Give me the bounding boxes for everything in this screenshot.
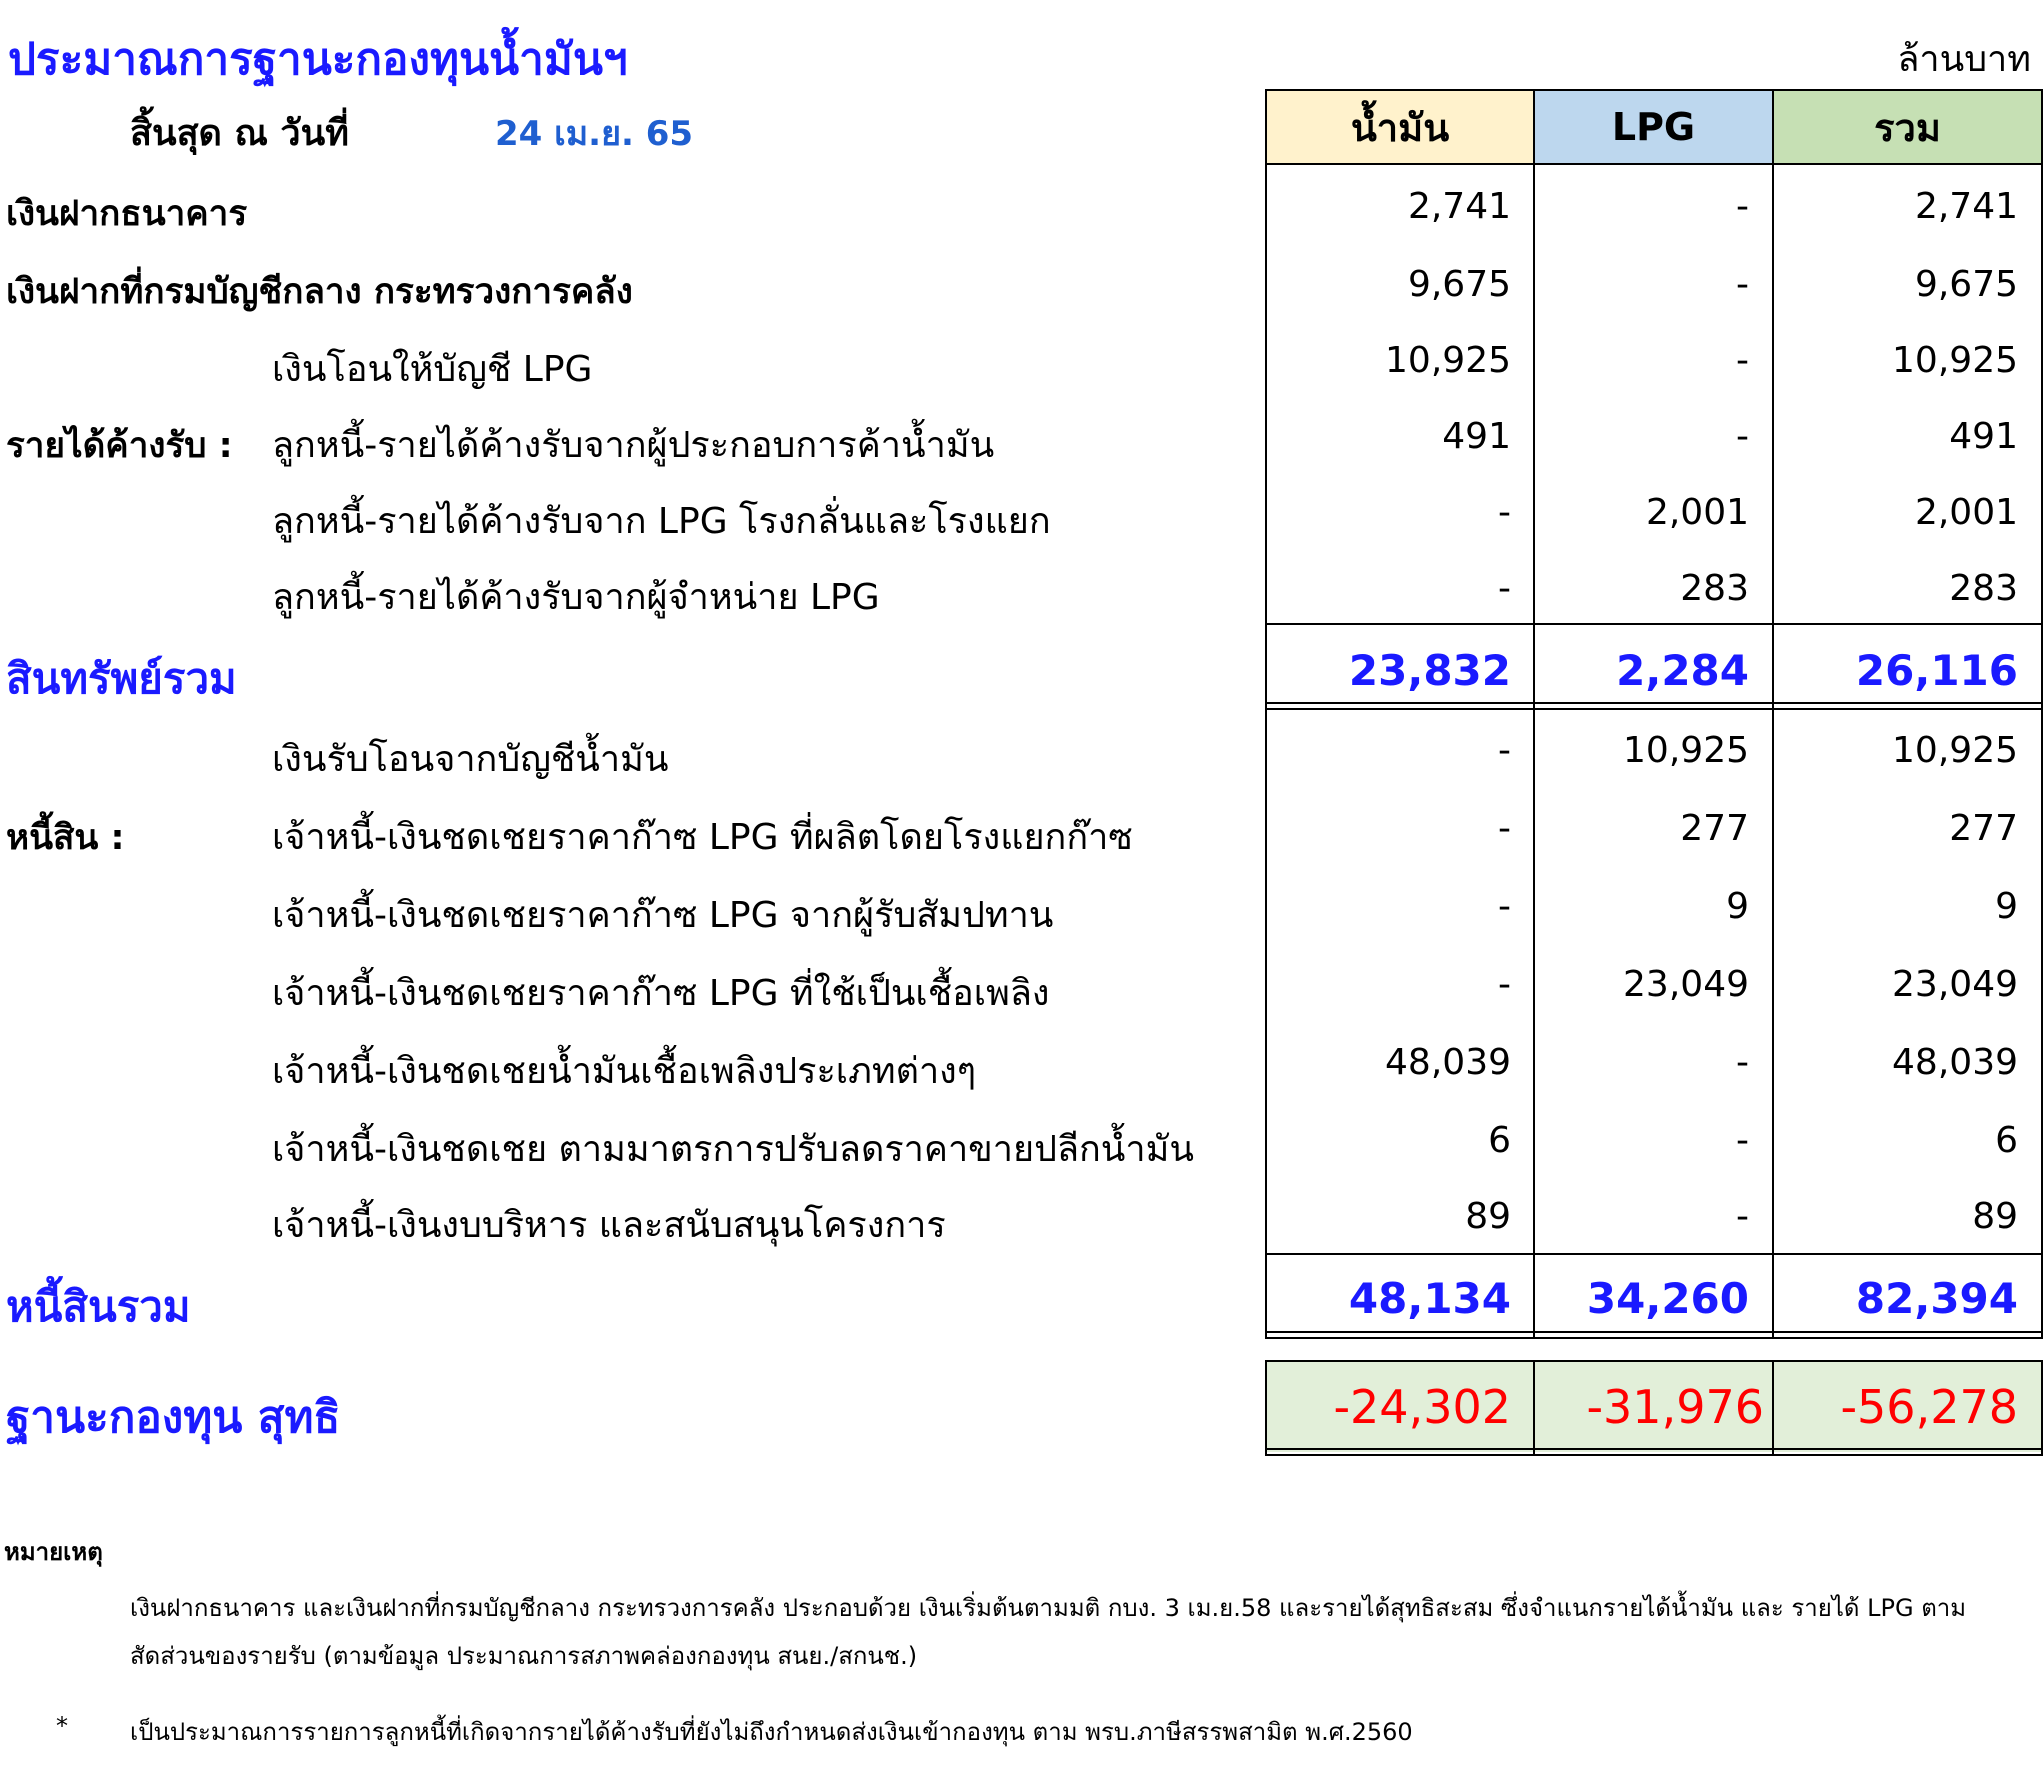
total-value: 23,049 <box>1892 964 2018 1005</box>
oil-value: 23,832 <box>1348 646 1511 695</box>
row-label: ลูกหนี้-รายได้ค้างรับจาก LPG โรงกลั่นและโรงแยก <box>272 501 1051 542</box>
note-line-1: เงินฝากธนาคาร และเงินฝากที่กรมบัญชีกลาง กระทรวงการคลัง ประกอบด้วย เงินเริ่มต้นตามมติ กบง. 3 เม.ย.58 และรายได้สุทธิสะสม ซึ่งจำแนกรายได้น้ำมัน และ รายได้ LPG ตาม <box>130 1594 1967 1622</box>
total-liabilities-label: หนี้สินรวม <box>6 1282 191 1331</box>
oil-value: - <box>1498 808 1511 849</box>
column-header-total: รวม <box>1772 89 2043 165</box>
oil-value: - <box>1498 886 1511 927</box>
oil-value: 491 <box>1442 416 1511 457</box>
unit-label: ล้านบาท <box>1897 39 2031 80</box>
lpg-value: - <box>1736 186 1749 227</box>
total-value: 491 <box>1949 416 2018 457</box>
oil-value: - <box>1498 568 1511 609</box>
column-header-lpg: LPG <box>1533 89 1774 165</box>
total-value: 277 <box>1949 808 2018 849</box>
lpg-value: 10,925 <box>1623 730 1749 771</box>
oil-value: 2,741 <box>1407 186 1511 227</box>
lpg-value: - <box>1736 1196 1749 1237</box>
oil-value: 48,039 <box>1385 1042 1511 1083</box>
oil-value: - <box>1498 492 1511 533</box>
row-label: เงินฝากธนาคาร <box>6 194 248 234</box>
oil-value: 89 <box>1465 1196 1511 1237</box>
row-label: ลูกหนี้-รายได้ค้างรับจากผู้จำหน่าย LPG <box>272 577 880 618</box>
total-value: 6 <box>1995 1120 2018 1161</box>
oil-value: 48,134 <box>1348 1274 1511 1323</box>
lpg-value: 2,284 <box>1616 646 1749 695</box>
total-value: 26,116 <box>1855 646 2018 695</box>
lpg-value: 23,049 <box>1623 964 1749 1005</box>
total-value: 2,001 <box>1914 492 2018 533</box>
lpg-value: 34,260 <box>1586 1274 1749 1323</box>
lpg-value: - <box>1736 1120 1749 1161</box>
receivable-section-label: รายได้ค้างรับ : <box>6 426 233 466</box>
total-value: 283 <box>1949 568 2018 609</box>
lpg-value: -31,976 <box>1586 1380 1764 1434</box>
row-label: เงินโอนให้บัญชี LPG <box>272 349 593 390</box>
oil-value: 9,675 <box>1407 264 1511 305</box>
as-of-date: 24 เม.ย. 65 <box>495 114 694 154</box>
lpg-value: 9 <box>1726 886 1749 927</box>
row-label: เจ้าหนี้-เงินชดเชยน้ำมันเชื้อเพลิงประเภทต่างๆ <box>272 1051 977 1092</box>
lpg-value: 277 <box>1680 808 1749 849</box>
total-assets-label: สินทรัพย์รวม <box>6 654 237 703</box>
column-header-oil: น้ำมัน <box>1265 89 1535 165</box>
page-title: ประมาณการฐานะกองทุนน้ำมันฯ <box>8 34 628 85</box>
lpg-value: - <box>1736 340 1749 381</box>
row-label: เจ้าหนี้-เงินชดเชย ตามมาตรการปรับลดราคาขายปลีกน้ำมัน <box>272 1129 1194 1170</box>
lpg-value: 2,001 <box>1645 492 1749 533</box>
oil-value: - <box>1498 730 1511 771</box>
as-of-label: สิ้นสุด ณ วันที่ <box>130 113 349 154</box>
oil-value: - <box>1498 964 1511 1005</box>
row-label: ลูกหนี้-รายได้ค้างรับจากผู้ประกอบการค้าน้ำมัน <box>272 425 995 466</box>
total-value: -56,278 <box>1840 1380 2018 1434</box>
notes-heading: หมายเหตุ <box>4 1538 103 1566</box>
total-value: 48,039 <box>1892 1042 2018 1083</box>
row-label: เจ้าหนี้-เงินชดเชยราคาก๊าซ LPG จากผู้รับสัมปทาน <box>272 895 1054 936</box>
row-label: เงินฝากที่กรมบัญชีกลาง กระทรวงการคลัง <box>6 272 633 312</box>
lpg-value: - <box>1736 264 1749 305</box>
total-value: 2,741 <box>1914 186 2018 227</box>
row-label: เงินรับโอนจากบัญชีน้ำมัน <box>272 739 669 780</box>
lpg-value: 283 <box>1680 568 1749 609</box>
lpg-value: - <box>1736 1042 1749 1083</box>
liabilities-section-label: หนี้สิน : <box>6 818 125 858</box>
total-value: 9 <box>1995 886 2018 927</box>
row-label: เจ้าหนี้-เงินงบบริหาร และสนับสนุนโครงการ <box>272 1205 946 1246</box>
total-value: 82,394 <box>1855 1274 2018 1323</box>
note-line-3: เป็นประมาณการรายการลูกหนี้ที่เกิดจากรายได้ค้างรับที่ยังไม่ถึงกำหนดส่งเงินเข้ากองทุน ตาม พรบ.ภาษีสรรพสามิต พ.ศ.2560 <box>130 1718 1413 1746</box>
row-label: เจ้าหนี้-เงินชดเชยราคาก๊าซ LPG ที่ใช้เป็นเชื้อเพลิง <box>272 973 1050 1014</box>
row-label: เจ้าหนี้-เงินชดเชยราคาก๊าซ LPG ที่ผลิตโดยโรงแยกก๊าซ <box>272 817 1133 858</box>
oil-value: 10,925 <box>1385 340 1511 381</box>
oil-value: -24,302 <box>1333 1380 1511 1434</box>
total-value: 10,925 <box>1892 340 2018 381</box>
note-line-2: สัดส่วนของรายรับ (ตามข้อมูล ประมาณการสภาพคล่องกองทุน สนย./สกนช.) <box>130 1642 918 1670</box>
total-value: 10,925 <box>1892 730 2018 771</box>
note-star: * <box>56 1712 68 1740</box>
total-value: 89 <box>1972 1196 2018 1237</box>
net-position-label: ฐานะกองทุน สุทธิ <box>6 1392 341 1443</box>
oil-value: 6 <box>1488 1120 1511 1161</box>
lpg-value: - <box>1736 416 1749 457</box>
total-value: 9,675 <box>1914 264 2018 305</box>
